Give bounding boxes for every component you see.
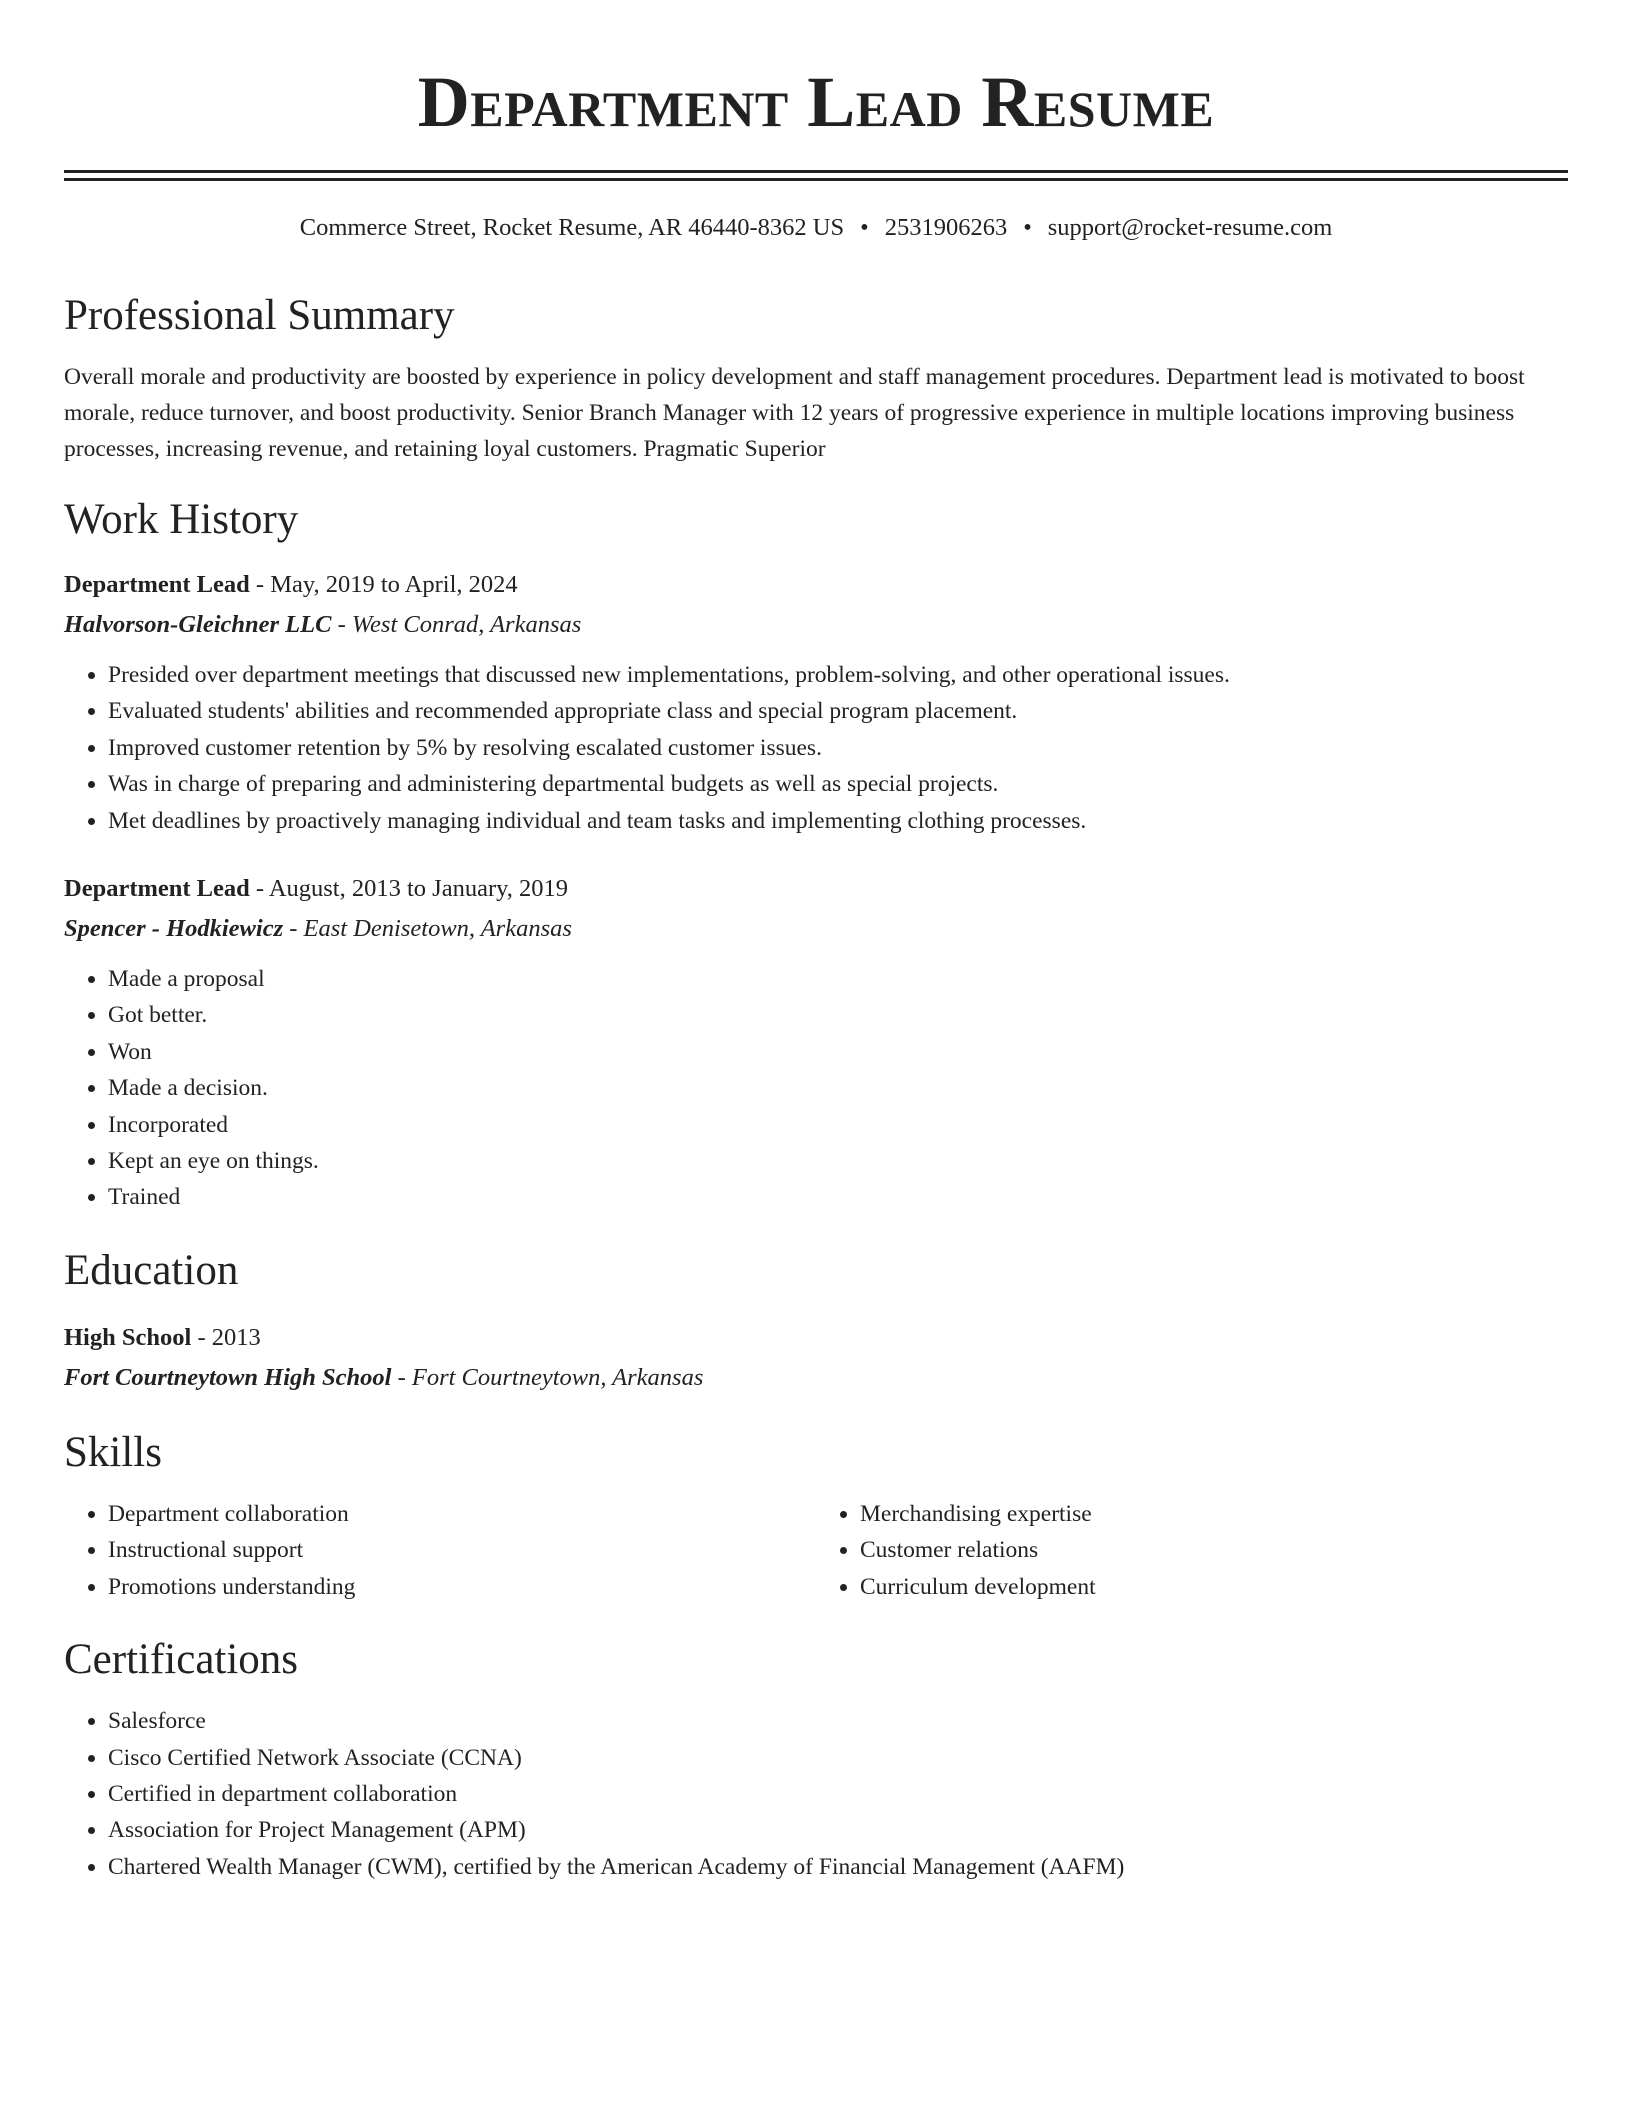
dash: - <box>191 1323 212 1351</box>
job-bullet: • Won <box>108 1034 1568 1070</box>
employer-line <box>64 605 1568 645</box>
school-location: Fort Courtneytown, Arkansas <box>411 1363 704 1391</box>
contact-separator: • <box>1023 214 1032 241</box>
title-divider-bottom <box>64 178 1568 181</box>
job-bullet: • Trained <box>108 1179 1568 1215</box>
resume-title: Department Lead Resume <box>417 62 1215 142</box>
job-bullet: • Made a proposal <box>108 961 1568 997</box>
job-title-line <box>64 869 1568 909</box>
skills-right-column <box>816 1496 1568 1605</box>
graduation-year: 2013 <box>211 1323 261 1351</box>
skill-item: • Instructional support <box>108 1532 816 1568</box>
certification-item: • Salesforce <box>108 1703 1568 1739</box>
employer-name: Halvorson-Gleichner LLC <box>64 611 332 638</box>
title-divider-top <box>64 170 1568 173</box>
school-line <box>64 1358 1568 1398</box>
employer-location: West Conrad, Arkansas <box>351 611 582 638</box>
skills-columns <box>64 1496 1568 1605</box>
school-name: Fort Courtneytown High School <box>64 1363 392 1391</box>
dash: - <box>391 1363 412 1391</box>
summary-text: Overall morale and productivity are boosted by experience in policy development and staff management procedures. Department lead is motivated to boost morale, reduce turnover, and boost productivity. Senior Branch Manager with 12 years of progressive experience in multiple locations improving business processes, increasing revenue, and retaining loyal customers. Pragmatic Superior <box>64 364 1525 462</box>
employer-name: Spencer - Hodkiewicz <box>64 915 284 943</box>
contact-phone: 2531906263 <box>884 214 1008 241</box>
education-heading: Education <box>64 1246 239 1294</box>
skill-item: • Customer relations <box>860 1532 1568 1568</box>
work-history-heading: Work History <box>64 496 299 543</box>
certifications-heading: Certifications <box>64 1636 299 1684</box>
job-bullet: • Kept an eye on things. <box>108 1143 1568 1179</box>
contact-email: support@rocket-resume.com <box>1047 214 1333 241</box>
job-dates: August, 2013 to January, 2019 <box>268 875 569 903</box>
skills-heading: Skills <box>64 1428 162 1476</box>
summary-heading: Professional Summary <box>64 292 455 339</box>
skill-item: • Department collaboration <box>108 1496 816 1532</box>
dash: - <box>283 915 304 943</box>
job-bullet: • Evaluated students' abilities and recommended appropriate class and special program placement. <box>108 693 1568 729</box>
skill-item: • Curriculum development <box>860 1569 1568 1605</box>
certification-item: • Association for Project Management (APM) <box>108 1812 1568 1848</box>
job-entry <box>64 565 1568 839</box>
job-title-line <box>64 565 1568 605</box>
contact-separator: • <box>860 214 869 241</box>
job-bullet: • Improved customer retention by 5% by resolving escalated customer issues. <box>108 730 1568 766</box>
dash: - <box>331 611 352 638</box>
employer-location: East Denisetown, Arkansas <box>303 915 572 943</box>
contact-address: Commerce Street, Rocket Resume, AR 46440-8362 US <box>299 214 845 241</box>
skills-left-column <box>64 1496 816 1605</box>
job-title: Department Lead <box>64 571 250 598</box>
dash: - <box>249 571 271 598</box>
education-entry <box>64 1318 1568 1398</box>
skill-item: • Promotions understanding <box>108 1569 816 1605</box>
job-bullet: • Was in charge of preparing and administering departmental budgets as well as special projects. <box>108 766 1568 802</box>
certification-item: • Cisco Certified Network Associate (CCNA) <box>108 1740 1568 1776</box>
skill-item: • Merchandising expertise <box>860 1496 1568 1532</box>
job-bullets <box>64 657 1568 839</box>
degree: High School <box>64 1323 192 1351</box>
job-bullet: • Incorporated <box>108 1107 1568 1143</box>
job-bullet: • Met deadlines by proactively managing individual and team tasks and implementing clothing processes. <box>108 803 1568 839</box>
job-bullets <box>64 961 1568 1216</box>
employer-line <box>64 909 1568 949</box>
job-bullet: • Got better. <box>108 997 1568 1033</box>
certification-item: • Chartered Wealth Manager (CWM), certified by the American Academy of Financial Management (AAFM) <box>108 1849 1568 1885</box>
job-entry <box>64 869 1568 1216</box>
job-dates: May, 2019 to April, 2024 <box>270 571 518 598</box>
certifications-list <box>64 1703 1568 1885</box>
job-title: Department Lead <box>64 875 250 903</box>
degree-line <box>64 1318 1568 1358</box>
job-bullet: • Presided over department meetings that discussed new implementations, problem-solving, and other operational issues. <box>108 657 1568 693</box>
contact-line <box>64 211 1568 245</box>
certification-item: • Certified in department collaboration <box>108 1776 1568 1812</box>
dash: - <box>249 875 269 903</box>
job-bullet: • Made a decision. <box>108 1070 1568 1106</box>
